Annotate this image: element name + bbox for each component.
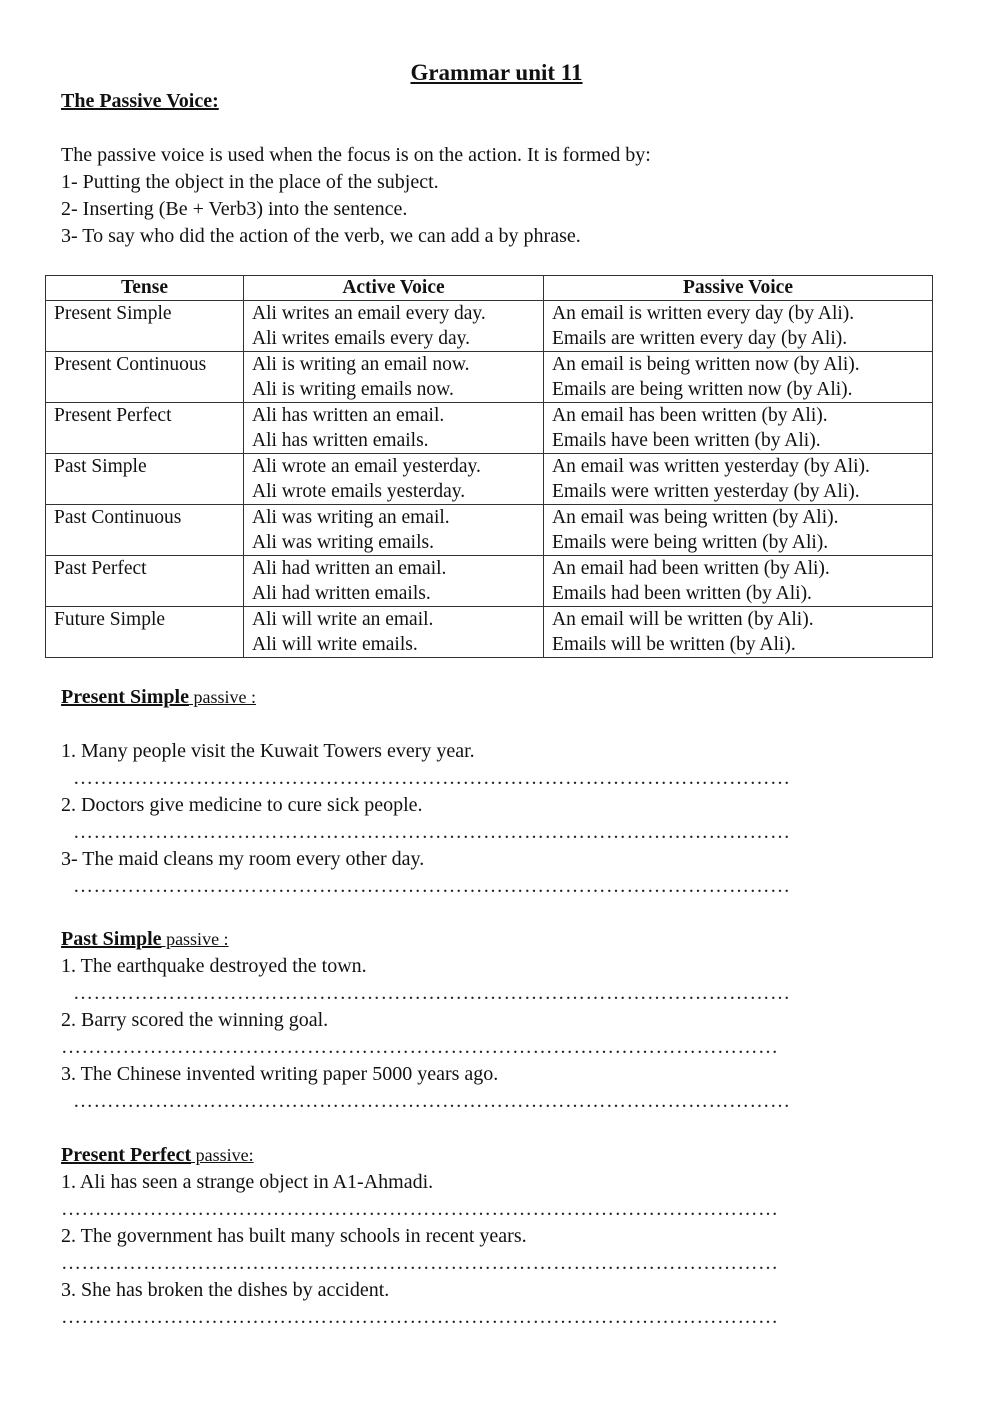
exercise-question: 2. The government has built many schools in recent years. bbox=[61, 1225, 527, 1247]
active-cell bbox=[244, 556, 544, 607]
passive-cell bbox=[544, 607, 933, 658]
active-cell bbox=[244, 505, 544, 556]
tense-table bbox=[45, 275, 933, 658]
active-sentence: Ali has written an email. bbox=[252, 405, 445, 426]
exercise-present-simple bbox=[61, 684, 791, 900]
table-row bbox=[46, 505, 933, 556]
active-sentence: Ali will write an email. bbox=[252, 609, 434, 630]
passive-sentence: Emails were written yesterday (by Ali). bbox=[552, 481, 860, 502]
passive-cell bbox=[544, 505, 933, 556]
exercise-title bbox=[61, 1142, 779, 1169]
active-sentence: Ali had written an email. bbox=[252, 558, 447, 579]
active-sentence: Ali had written emails. bbox=[252, 583, 431, 604]
active-sentence: Ali is writing emails now. bbox=[252, 379, 454, 400]
tense-cell: Past Simple bbox=[46, 454, 244, 505]
exercise-title-bold: Past Simple bbox=[61, 928, 162, 950]
exercise-question: 1. Many people visit the Kuwait Towers every year. bbox=[61, 740, 475, 762]
section-heading: The Passive Voice: bbox=[61, 90, 219, 112]
header-passive: Passive Voice bbox=[544, 276, 933, 301]
active-sentence: Ali writes an email every day. bbox=[252, 303, 486, 324]
exercise-title-bold: Present Perfect bbox=[61, 1144, 192, 1166]
passive-sentence: An email is being written now (by Ali). bbox=[552, 354, 860, 375]
active-cell bbox=[244, 607, 544, 658]
active-cell bbox=[244, 403, 544, 454]
exercise-title-bold: Present Simple bbox=[61, 686, 189, 708]
intro-line: 1- Putting the object in the place of the subject. bbox=[61, 171, 439, 193]
exercise-present-perfect bbox=[61, 1142, 779, 1331]
answer-line[interactable]: …………………………………………………………………………………………… bbox=[73, 821, 791, 843]
active-cell bbox=[244, 301, 544, 352]
answer-line[interactable]: …………………………………………………………………………………………… bbox=[61, 1252, 779, 1274]
active-cell bbox=[244, 454, 544, 505]
passive-cell bbox=[544, 403, 933, 454]
exercise-title bbox=[61, 926, 791, 953]
passive-cell bbox=[544, 352, 933, 403]
header-tense: Tense bbox=[46, 276, 244, 301]
exercise-past-simple bbox=[61, 926, 791, 1115]
passive-sentence: Emails were being written (by Ali). bbox=[552, 532, 829, 553]
exercise-question: 2. Barry scored the winning goal. bbox=[61, 1009, 329, 1031]
exercise-question: 3- The maid cleans my room every other day. bbox=[61, 848, 425, 870]
answer-line[interactable]: …………………………………………………………………………………………… bbox=[73, 875, 791, 897]
tense-cell: Future Simple bbox=[46, 607, 244, 658]
exercise-question: 1. The earthquake destroyed the town. bbox=[61, 955, 367, 977]
exercise-question: 1. Ali has seen a strange object in A1-Ahmadi. bbox=[61, 1171, 434, 1193]
tense-cell: Present Perfect bbox=[46, 403, 244, 454]
active-sentence: Ali wrote emails yesterday. bbox=[252, 481, 466, 502]
passive-sentence: Emails had been written (by Ali). bbox=[552, 583, 812, 604]
active-sentence: Ali has written emails. bbox=[252, 430, 429, 451]
passive-cell bbox=[544, 556, 933, 607]
table-row bbox=[46, 301, 933, 352]
exercise-title-sub: passive : bbox=[161, 929, 229, 949]
header-active: Active Voice bbox=[244, 276, 544, 301]
passive-sentence: Emails are being written now (by Ali). bbox=[552, 379, 853, 400]
passive-cell bbox=[544, 301, 933, 352]
answer-line[interactable]: …………………………………………………………………………………………… bbox=[61, 1036, 779, 1058]
tense-cell: Present Continuous bbox=[46, 352, 244, 403]
active-sentence: Ali was writing an email. bbox=[252, 507, 450, 528]
intro-line: 3- To say who did the action of the verb, we can add a by phrase. bbox=[61, 225, 581, 247]
answer-line[interactable]: …………………………………………………………………………………………… bbox=[73, 982, 791, 1004]
intro-text bbox=[61, 142, 651, 250]
active-sentence: Ali writes emails every day. bbox=[252, 328, 471, 349]
answer-line[interactable]: …………………………………………………………………………………………… bbox=[73, 767, 791, 789]
passive-sentence: An email had been written (by Ali). bbox=[552, 558, 830, 579]
active-sentence: Ali was writing emails. bbox=[252, 532, 434, 553]
exercise-title bbox=[61, 684, 791, 711]
tense-cell: Past Perfect bbox=[46, 556, 244, 607]
active-cell bbox=[244, 352, 544, 403]
passive-sentence: An email was being written (by Ali). bbox=[552, 507, 839, 528]
page-title: Grammar unit 11 bbox=[410, 60, 583, 85]
answer-line[interactable]: …………………………………………………………………………………………… bbox=[73, 1090, 791, 1112]
passive-sentence: An email is written every day (by Ali). bbox=[552, 303, 855, 324]
table-row bbox=[46, 607, 933, 658]
active-sentence: Ali will write emails. bbox=[252, 634, 418, 655]
exercise-question: 2. Doctors give medicine to cure sick people. bbox=[61, 794, 423, 816]
tense-cell: Past Continuous bbox=[46, 505, 244, 556]
exercise-title-sub: passive : bbox=[188, 687, 256, 707]
exercise-question: 3. She has broken the dishes by accident. bbox=[61, 1279, 390, 1301]
exercise-title-sub: passive: bbox=[191, 1145, 254, 1165]
intro-line: The passive voice is used when the focus is on the action. It is formed by: bbox=[61, 144, 651, 166]
answer-line[interactable]: …………………………………………………………………………………………… bbox=[61, 1198, 779, 1220]
answer-line[interactable]: …………………………………………………………………………………………… bbox=[61, 1306, 779, 1328]
table-row bbox=[46, 556, 933, 607]
tense-cell: Present Simple bbox=[46, 301, 244, 352]
active-sentence: Ali wrote an email yesterday. bbox=[252, 456, 481, 477]
passive-sentence: An email will be written (by Ali). bbox=[552, 609, 814, 630]
active-sentence: Ali is writing an email now. bbox=[252, 354, 470, 375]
passive-cell bbox=[544, 454, 933, 505]
table-row bbox=[46, 454, 933, 505]
passive-sentence: Emails will be written (by Ali). bbox=[552, 634, 796, 655]
passive-sentence: Emails have been written (by Ali). bbox=[552, 430, 821, 451]
passive-sentence: Emails are written every day (by Ali). bbox=[552, 328, 848, 349]
passive-sentence: An email was written yesterday (by Ali). bbox=[552, 456, 870, 477]
exercise-question: 3. The Chinese invented writing paper 5000 years ago. bbox=[61, 1063, 499, 1085]
intro-line: 2- Inserting (Be + Verb3) into the sentence. bbox=[61, 198, 408, 220]
table-row bbox=[46, 352, 933, 403]
table-header-row bbox=[46, 276, 933, 301]
table-row bbox=[46, 403, 933, 454]
passive-sentence: An email has been written (by Ali). bbox=[552, 405, 828, 426]
